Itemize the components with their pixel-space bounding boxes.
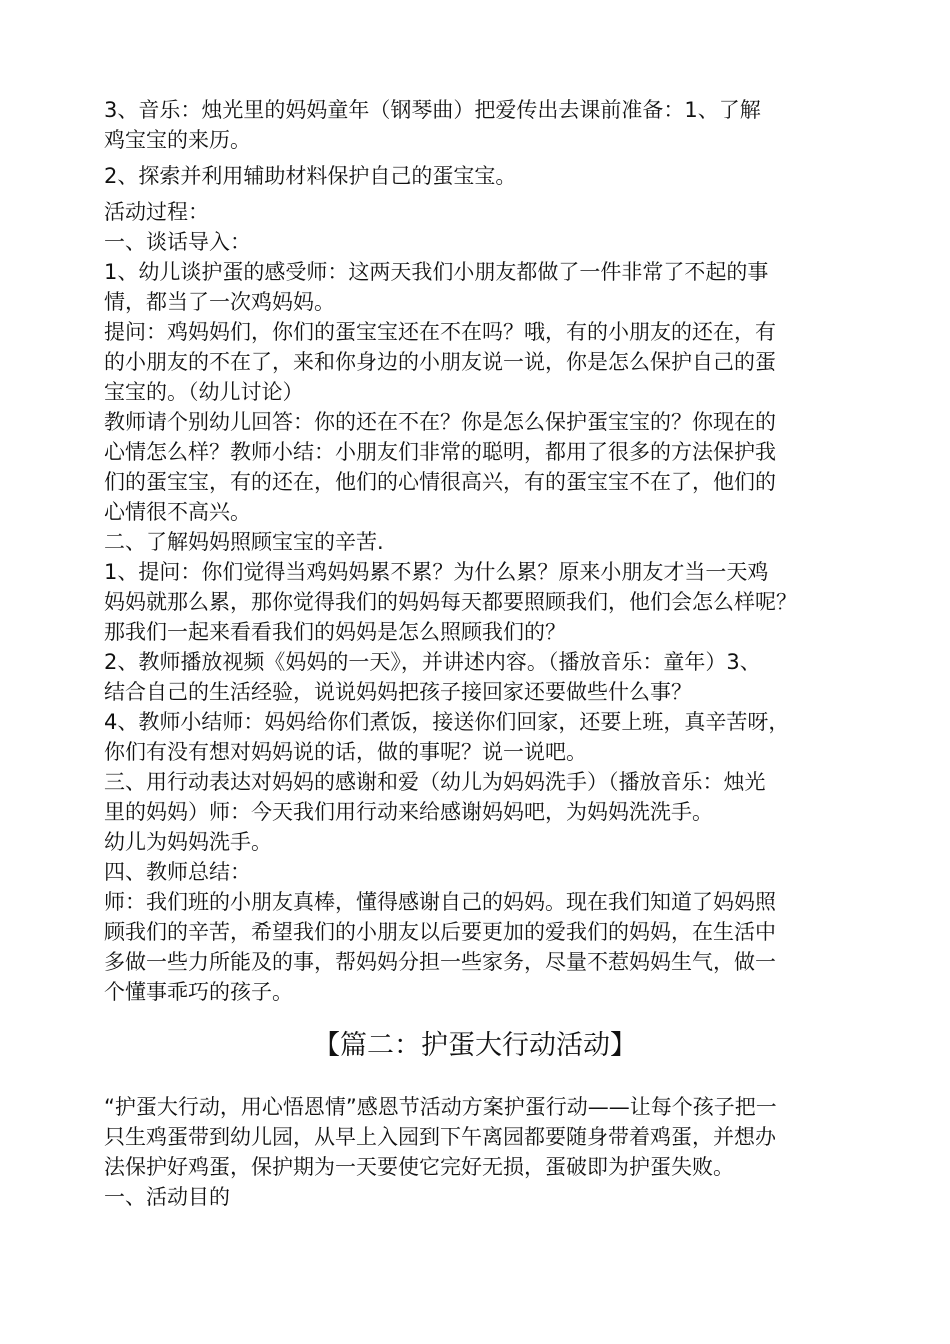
text-line: 教师请个别幼儿回答：你的还在不在？你是怎么保护蛋宝宝的？你现在的 [104, 410, 776, 434]
text-line: 1、幼儿谈护蛋的感受师：这两天我们小朋友都做了一件非常了不起的事 [104, 260, 769, 284]
text-line: 个懂事乖巧的孩子。 [104, 980, 293, 1004]
text-line: 的小朋友的不在了，来和你身边的小朋友说一说，你是怎么保护自己的蛋 [104, 350, 776, 374]
body-text-block [104, 95, 854, 1007]
text-line: 妈妈就那么累，那你觉得我们的妈妈每天都要照顾我们，他们会怎么样呢？ [104, 590, 797, 614]
text-line: 结合自己的生活经验，说说妈妈把孩子接回家还要做些什么事？ [104, 680, 692, 704]
text-line: 三、用行动表达对妈妈的感谢和爱（幼儿为妈妈洗手）（播放音乐：烛光 [104, 770, 766, 794]
text-line: 提问：鸡妈妈们，你们的蛋宝宝还在不在吗？哦，有的小朋友的还在，有 [104, 320, 776, 344]
text-line: 你们有没有想对妈妈说的话，做的事呢？说一说吧。 [104, 740, 587, 764]
text-line: 心情怎么样？教师小结：小朋友们非常的聪明，都用了很多的方法保护我 [104, 440, 776, 464]
text-line: 2、探索并利用辅助材料保护自己的蛋宝宝。 [104, 164, 517, 188]
text-line: 师：我们班的小朋友真棒，懂得感谢自己的妈妈。现在我们知道了妈妈照 [104, 890, 776, 914]
text-line: 四、教师总结： [104, 860, 251, 884]
text-line: 2、教师播放视频《妈妈的一天》，并讲述内容。（播放音乐：童年）3、 [104, 650, 761, 674]
text-line: 心情很不高兴。 [104, 500, 251, 524]
text-line: 4、教师小结师：妈妈给你们煮饭，接送你们回家，还要上班，真辛苦呀， [104, 710, 790, 734]
text-line: 法保护好鸡蛋，保护期为一天要使它完好无损，蛋破即为护蛋失败。 [104, 1155, 734, 1179]
text-line: 里的妈妈）师：今天我们用行动来给感谢妈妈吧，为妈妈洗洗手。 [104, 800, 713, 824]
text-line: 1、提问：你们觉得当鸡妈妈累不累？为什么累？原来小朋友才当一天鸡 [104, 560, 769, 584]
body-text-block-2 [104, 1092, 854, 1212]
section-heading: 【篇二：护蛋大行动活动】 [313, 1030, 637, 1061]
text-line: 那我们一起来看看我们的妈妈是怎么照顾我们的？ [104, 620, 566, 644]
text-line: 顾我们的辛苦，希望我们的小朋友以后要更加的爱我们的妈妈，在生活中 [104, 920, 776, 944]
text-line: 幼儿为妈妈洗手。 [104, 830, 272, 854]
text-line: 一、谈话导入： [104, 230, 251, 254]
text-line: 3、音乐：烛光里的妈妈童年（钢琴曲）把爱传出去课前准备：1、了解 [104, 98, 761, 122]
text-line: “护蛋大行动，用心悟恩情”感恩节活动方案护蛋行动——让每个孩子把一 [104, 1095, 777, 1119]
text-line: 宝宝的。（幼儿讨论） [104, 380, 304, 404]
text-line: 二、了解妈妈照顾宝宝的辛苦. [104, 530, 384, 554]
text-line: 多做一些力所能及的事，帮妈妈分担一些家务，尽量不惹妈妈生气，做一 [104, 950, 776, 974]
text-line: 活动过程： [104, 200, 209, 224]
text-line: 们的蛋宝宝，有的还在，他们的心情很高兴，有的蛋宝宝不在了，他们的 [104, 470, 776, 494]
text-line: 只生鸡蛋带到幼儿园，从早上入园到下午离园都要随身带着鸡蛋，并想办 [104, 1125, 776, 1149]
text-line: 一、活动目的 [104, 1185, 230, 1209]
text-line: 鸡宝宝的来历。 [104, 128, 251, 152]
text-line: 情，都当了一次鸡妈妈。 [104, 290, 335, 314]
